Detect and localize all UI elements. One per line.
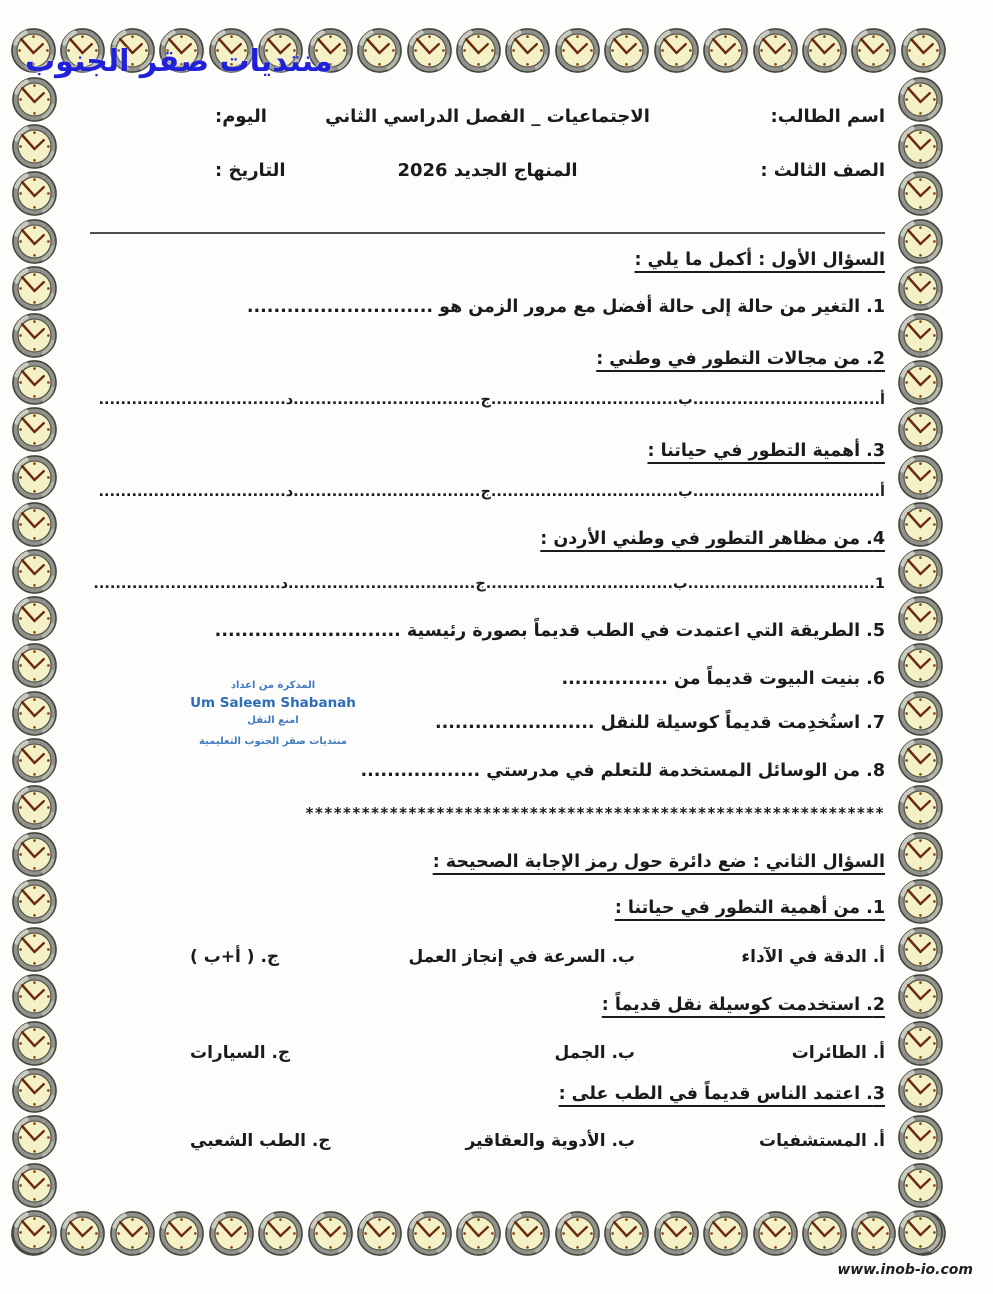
q2-mcq-2-option-c: ج. السيارات: [190, 1043, 291, 1063]
clock-icon: [11, 784, 58, 831]
clock-icon: [11, 265, 58, 312]
q2-mcq-1-option-c: ج. ( أ+ب ): [190, 947, 280, 967]
q2-mcq-1-question: 1. من أهمية التطور في حياتنا :: [614, 898, 885, 918]
day-label: اليوم:: [215, 106, 267, 127]
q1-item-3-heading: 3. أهمية التطور في حياتنا :: [647, 441, 885, 461]
clock-icon: [897, 973, 944, 1020]
q2-mcq-3-option-a: أ. المستشفيات: [759, 1131, 885, 1151]
clock-icon: [897, 1209, 944, 1256]
clock-icon: [11, 973, 58, 1020]
clock-icon: [897, 454, 944, 501]
clock-icon: [897, 926, 944, 973]
clock-icon: [897, 123, 944, 170]
q2-mcq-2-option-b: ب. الجمل: [554, 1043, 635, 1063]
clock-icon: [11, 454, 58, 501]
clock-icon: [11, 170, 58, 217]
q2-mcq-1-option-b: ب. السرعة في إنجاز العمل: [408, 947, 635, 967]
q1-item-1: 1. التغير من حالة إلى حالة أفضل مع مرور الزمن هو ............................: [246, 297, 885, 317]
author-watermark-line-3: امنع النقل: [247, 715, 299, 726]
clock-icon: [897, 690, 944, 737]
clock-icon: [897, 312, 944, 359]
q2-mcq-3-option-c: ج. الطب الشعبي: [190, 1131, 331, 1151]
clock-icon: [11, 1020, 58, 1067]
clock-icon: [897, 878, 944, 925]
clock-icon: [897, 784, 944, 831]
clock-icon: [897, 595, 944, 642]
q2-mcq-1-options: [90, 947, 885, 973]
q2-mcq-3-options: [90, 1131, 885, 1157]
q2-mcq-2-options: [90, 1043, 885, 1069]
clock-icon: [11, 501, 58, 548]
q1-item-2-heading: 2. من مجالات التطور في وطني :: [596, 349, 885, 369]
section-separator: **************************************************************: [305, 804, 885, 822]
clock-icon: [11, 595, 58, 642]
clock-icon: [897, 1114, 944, 1161]
clock-icon: [897, 1020, 944, 1067]
q1-item-5: 5. الطريقة التي اعتمدت في الطب قديماً بصورة رئيسية ............................: [214, 621, 885, 641]
header-divider: [90, 232, 885, 234]
q2-mcq-3-question: 3. اعتمد الناس قديماً في الطب على :: [558, 1084, 885, 1104]
clock-icon: [11, 218, 58, 265]
clock-icon: [11, 642, 58, 689]
clock-icon: [900, 27, 947, 74]
clock-icon: [11, 406, 58, 453]
q1-item-3-blanks: أ..................................ب..................................ج..................................د..................................: [98, 484, 885, 500]
clock-icon: [897, 737, 944, 784]
clock-border-left: [11, 76, 59, 1256]
clock-icon: [897, 501, 944, 548]
clock-icon: [897, 359, 944, 406]
q1-item-4-heading: 4. من مظاهر التطور في وطني الأردن :: [540, 529, 885, 549]
q1-item-7: 7. استُخدِمت قديماً كوسيلة للنقل ........................: [434, 713, 885, 733]
curriculum-title: المنهاج الجديد 2026: [397, 160, 578, 181]
clock-icon: [11, 548, 58, 595]
clock-border-right: [897, 76, 945, 1256]
clock-icon: [897, 265, 944, 312]
clock-icon: [897, 642, 944, 689]
q1-item-2-blanks: أ..................................ب..................................ج..................................د..................................: [98, 392, 885, 408]
q2-title: السؤال الثاني : ضع دائرة حول رمز الإجابة الصحيحة :: [432, 852, 885, 872]
q1-title: السؤال الأول : أكمل ما يلي :: [634, 250, 885, 270]
clock-icon: [11, 690, 58, 737]
clock-icon: [11, 926, 58, 973]
clock-icon: [897, 406, 944, 453]
footer-site-url: www.inob-io.com: [837, 1262, 973, 1278]
q1-item-8: 8. من الوسائل المستخدمة للتعلم في مدرستي ..................: [360, 761, 885, 781]
clock-icon: [897, 76, 944, 123]
clock-icon: [11, 359, 58, 406]
q2-mcq-2-option-a: أ. الطائرات: [791, 1043, 885, 1063]
q2-mcq-1-option-a: أ. الدقة في الآداء: [741, 947, 885, 967]
q1-item-4-blanks: 1..................................ب..................................ج..................................د..................................: [93, 576, 885, 592]
clock-icon: [11, 1209, 58, 1256]
clock-icon: [11, 1067, 58, 1114]
date-label: التاريخ :: [215, 160, 286, 181]
clock-icon: [11, 123, 58, 170]
clock-icon: [897, 170, 944, 217]
subject-title: الاجتماعيات _ الفصل الدراسي الثاني: [325, 106, 650, 127]
clock-icon: [897, 548, 944, 595]
author-watermark: [188, 676, 358, 751]
site-watermark: منتديات صقر الجنوب: [25, 44, 333, 79]
clock-icon: [897, 831, 944, 878]
clock-icon: [11, 737, 58, 784]
clock-icon: [11, 878, 58, 925]
clock-icon: [11, 312, 58, 359]
worksheet-content: [90, 0, 885, 1294]
clock-icon: [11, 831, 58, 878]
clock-icon: [11, 76, 58, 123]
author-watermark-line-1: المذكرة من اعداد: [230, 680, 316, 691]
clock-icon: [11, 1114, 58, 1161]
clock-icon: [897, 218, 944, 265]
clock-icon: [897, 1162, 944, 1209]
author-watermark-name: Um Saleem Shabanah: [190, 695, 356, 711]
q2-mcq-2-question: 2. استخدمت كوسيلة نقل قديماً :: [601, 995, 885, 1015]
author-watermark-line-4: منتديات صقر الجنوب التعليمية: [199, 736, 347, 747]
q1-item-6: 6. بنيت البيوت قديماً من ................: [561, 669, 885, 689]
student-name-label: اسم الطالب:: [770, 106, 885, 127]
clock-icon: [897, 1067, 944, 1114]
q2-mcq-3-option-b: ب. الأدوية والعقاقير: [465, 1131, 635, 1151]
grade-label: الصف الثالث :: [760, 160, 885, 181]
clock-icon: [11, 1162, 58, 1209]
